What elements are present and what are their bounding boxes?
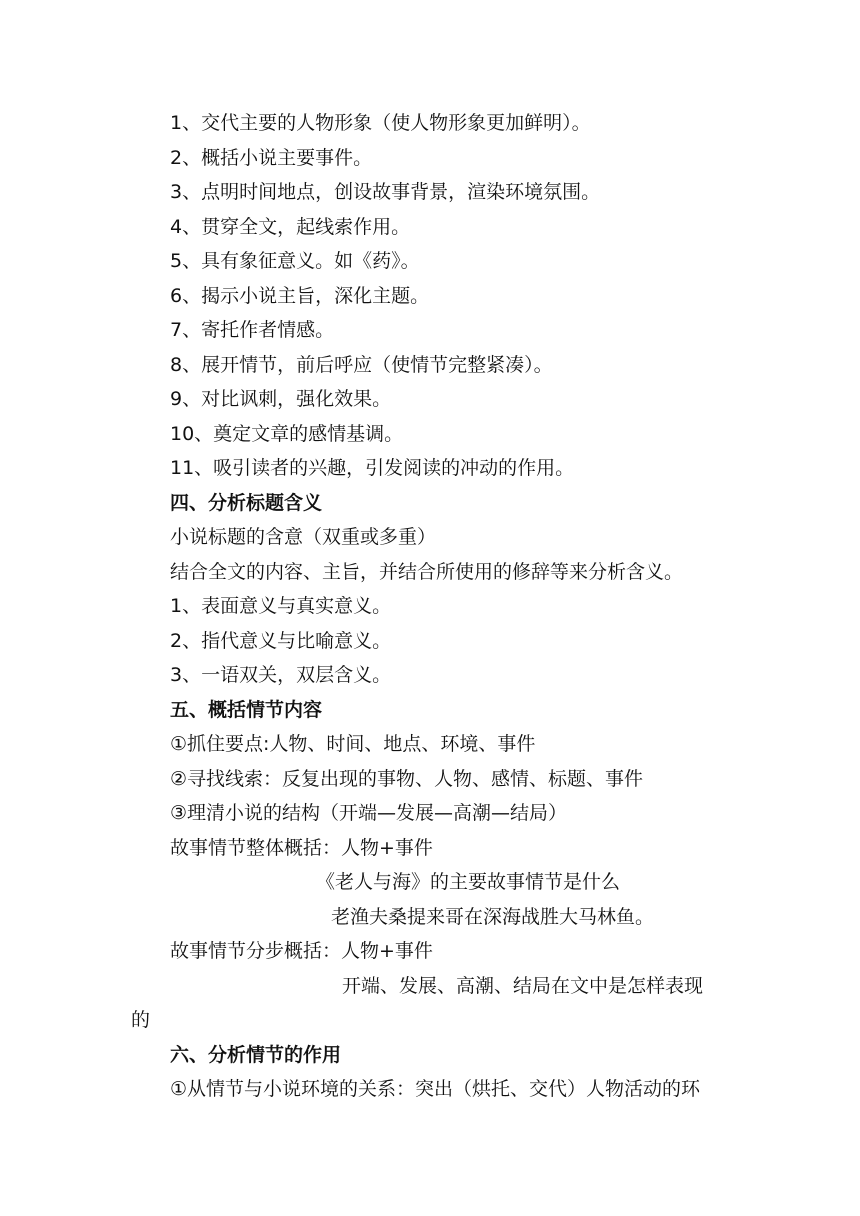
list-item: 3、一语双关，双层含义。	[170, 664, 392, 686]
list-item-8: 8、展开情节，前后呼应（使情节完整紧凑）。	[170, 353, 553, 376]
paragraph: 结合全文的内容、主旨，并结合所使用的修辞等来分析含义。	[170, 560, 684, 583]
list-item-2: 2、概括小说主要事件。	[170, 146, 373, 169]
section-heading-5: 五、概括情节内容	[170, 698, 323, 721]
paragraph: 小说标题的含意（双重或多重）	[170, 526, 437, 548]
list-item-5: 5、具有象征意义。如《药》。	[170, 250, 420, 272]
list-item: 2、指代意义与比喻意义。	[170, 629, 392, 652]
list-item-7: 7、寄托作者情感。	[170, 319, 335, 341]
list-item-6: 6、揭示小说主旨，深化主题。	[170, 284, 430, 307]
list-item: ①从情节与小说环境的关系：突出（烘托、交代）人物活动的环	[170, 1078, 701, 1100]
list-item-4: 4、贯穿全文，起线索作用。	[170, 215, 411, 238]
paragraph: 故事情节整体概括：人物+事件	[170, 836, 433, 859]
example-question: 《老人与海》的主要故事情节是什么	[316, 871, 621, 893]
example-answer: 老渔夫桑提来哥在深海战胜大马林鱼。	[331, 905, 655, 928]
example-question: 开端、发展、高潮、结局在文中是怎样表现	[342, 974, 704, 997]
list-item-9: 9、对比讽刺，强化效果。	[170, 388, 392, 410]
list-item-11: 11、吸引读者的兴趣，引发阅读的冲动的作用。	[170, 457, 575, 479]
document-body	[0, 106, 860, 1107]
paragraph-continuation: 的	[131, 1009, 151, 1031]
list-item: 1、表面意义与真实意义。	[170, 595, 392, 617]
section-heading-4: 四、分析标题含义	[170, 491, 323, 514]
list-item: ②寻找线索：反复出现的事物、人物、感情、标题、事件	[170, 767, 644, 790]
list-item-10: 10、奠定文章的感情基调。	[170, 422, 404, 445]
list-item: ①抓住要点:人物、时间、地点、环境、事件	[170, 733, 536, 755]
list-item-1: 1、交代主要的人物形象（使人物形象更加鲜明）。	[170, 112, 591, 134]
paragraph: 故事情节分步概括：人物+事件	[170, 940, 433, 962]
section-heading-6: 六、分析情节的作用	[170, 1043, 342, 1066]
list-item: ③理清小说的结构（开端—发展—高潮—结局）	[170, 802, 568, 824]
list-item-3: 3、点明时间地点，创设故事背景，渲染环境氛围。	[170, 181, 601, 203]
